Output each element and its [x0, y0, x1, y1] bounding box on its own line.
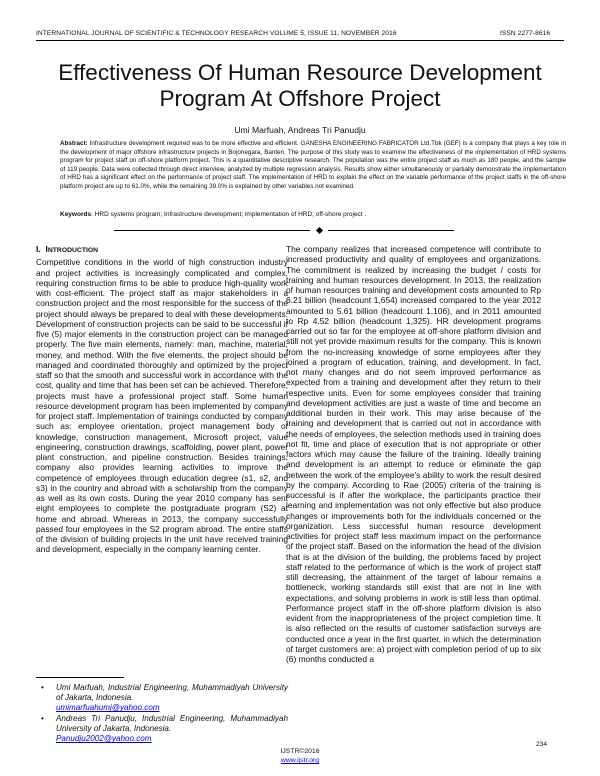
footer-code: IJSTR©2016	[280, 748, 320, 755]
divider-diamond-icon	[316, 226, 323, 233]
abstract-label: Abstract:	[60, 140, 88, 147]
body-column-right	[286, 244, 541, 664]
author-email-link[interactable]: Panudju2002@yahoo.com	[56, 734, 152, 744]
body-column-left	[36, 244, 288, 555]
title-line-2: Program At Offshore Project	[159, 86, 441, 111]
footnote-separator	[36, 677, 124, 678]
journal-header: INTERNATIONAL JOURNAL OF SCIENTIFIC & TECHNOLOGY RESEARCH VOLUME 5, ISSUE 11, NOVEMBER 2016	[36, 30, 397, 37]
divider-line-left	[114, 230, 310, 231]
footnote-bullet: •	[41, 683, 44, 692]
divider-line-right	[328, 230, 454, 231]
keywords	[60, 211, 566, 219]
footnote-text	[56, 683, 288, 714]
footnote-bullet: •	[41, 714, 44, 723]
author-list: Umi Marfuah, Andreas Tri Panudju	[234, 125, 366, 135]
author-email-link[interactable]: umimarfuahumj@yahoo.com	[56, 703, 160, 713]
keywords-text: : HRD systems program; Infrastructure development; implementation of HRD; off-shore project .	[91, 211, 367, 218]
section-divider	[36, 227, 564, 233]
section-number: I.	[36, 244, 41, 254]
footnote-text	[56, 714, 288, 745]
keywords-label: Keywords	[60, 211, 92, 218]
header-rule	[36, 40, 564, 41]
section-heading	[36, 244, 288, 256]
issn-label: ISSN 2277-8616	[500, 30, 551, 37]
abstract	[60, 140, 566, 191]
abstract-text: Infrastructure development required was to be more effective and efficient. GANESHA ENGINEERING FABRICATOR Ltd.Tbk (GEF) is a company that plays a key role in the development of major offshore infrastructure projects in Bojonegara, Banten. The purpose of this study was to examine the effectiveness of the implementation of HRD systems program for project staff on off-shore platform project. This is a quantitative descriptive research. The population was the entire project staff as much as 180 people, and the sample of 119 people. Data were collected through direct interview, analyzed by multiple regression analysis. Results show either simultaneously or partially demonstrate the implementation of HRD has a significant effect on the performance of project staff. The implementation of HRD to explain the effect on the variable performance of the project staffs in the off-shore platform project are up to 61.0%, while the remaining 39.0% is explained by other variables not examined.	[60, 140, 566, 190]
section-title-rest: NTRODUCTION	[47, 247, 99, 254]
footnote-affiliation: Umi Marfuah, Industrial Engineering, Muhammadiyah University of Jakarta, Indonesia.	[56, 683, 288, 703]
footnote-affiliation: Andreas Tri Panudju, Industrial Engineering, Muhammadiyah University of Jakarta, Indonesia.	[56, 714, 288, 734]
body-paragraph-left: Competitive conditions in the world of high construction industry and project activities is increasingly complicated and complex, requiring construction firms to be able to produce high-quality work with cost-efficient. The project staff as major stakeholders in a construction project and the most responsible for the success of the project should always be prepared to deal with these developments. Development of construction projects can be said to be successful if five (5) major elements in the construction project can be managed properly. The five main elements, namely: man, machine, material, money, and method. With the five elements, the project should be managed and coordinated thoroughly and optimized by the project staff so that the smooth and successful work in accordance with the cost, quality and time that has been set can be achieved. Therefore, projects must have a professional project staff. Some human resource development program has been implemented by company for project staff. Implementation of trainings conducted by company such as: employee orientation, project management body of knowledge, construction management, Microsoft project, value engineering, construction drawings, scaffolding, power plant, power plant construction, and pipeline construction. Besides trainings, company also provides learning activities to improve the competence of employees through education degree (s1, s2, and s3) in the country and abroad with a scholarship from the company as well as its own costs. During the year 2010 company has sent eight employees to complete the postgraduate program (S2) at home and abroad. Whereas in 2013, the company successfully passed four employees in the S2 program abroad. The entire staffs of the division of building projects in the unit have received training and development, especially in the company learning center.	[36, 257, 288, 555]
page-number: 234	[536, 741, 548, 748]
body-paragraph-right: The company realizes that increased competence will contribute to increased productivity and quality of employees and organizations. The commitment is realized by increasing the budget / costs for training and human resources development. In 2013, the realization of human resources training and development costs amounted to Rp 6.21 billion (headcount 1,654) increased compared to the year 2012 amounted to 5.61 billion (headcount 1,106), and in 2011 amounted to Rp 4.52 billion (headcount 1,325). HR development programs carried out so far for the employee at off-shore platform division and still not yet provide maximum results for the company. This is known from the no-increasing knowledge of some employees after they joined a program of education, training, and development. In fact, not many changes and do not seem improved performance as expected from a training and development after they return to their respective units. Even for some employees consider that training and development activities are just a waste of time and become an additional burden in their work. This may arise because of the training and development that is carried out not in accordance with the needs of employees, the selection methods used in training does not fit, time and place of execution that is not appropriate or other factors which may cause the failure of the training. Ideally training and development is an attempt to reduce or eliminate the gap between the work of the employee's ability to work the result desired by the company. According to Rae (2005) criteria of the training is successful is if after the workplace, the participants practice their learning and implementation was not only effective but also produce changes or improvements both for the individuals concerned or the organization. Less successful human resource development activities for project staff less maximum impact on the performance of the project staff. Based on the information the head of the division that is at the division of the building, the problems faced by project staff related to the performance of which is the work of project staff still decreasing, the attainment of the target of labour remains a bottleneck, working standards still exist that are not in line with expectations, and solving problems in work is still less than optimal. Performance project staff in the off-shore platform division is also evident from the inappropriateness of the project completion time. It is also reflected on the results of customer satisfaction surveys are conducted once a year in the first quarter, in which the determination of target customers are: a) project with completion period of up to six (6) months conducted a	[286, 244, 541, 664]
paper-title	[36, 60, 564, 112]
title-line-1: Effectiveness Of Human Resource Development	[58, 60, 542, 85]
footer-url-link[interactable]: www.ijstr.org	[280, 757, 320, 764]
section-initial: I	[45, 244, 48, 254]
